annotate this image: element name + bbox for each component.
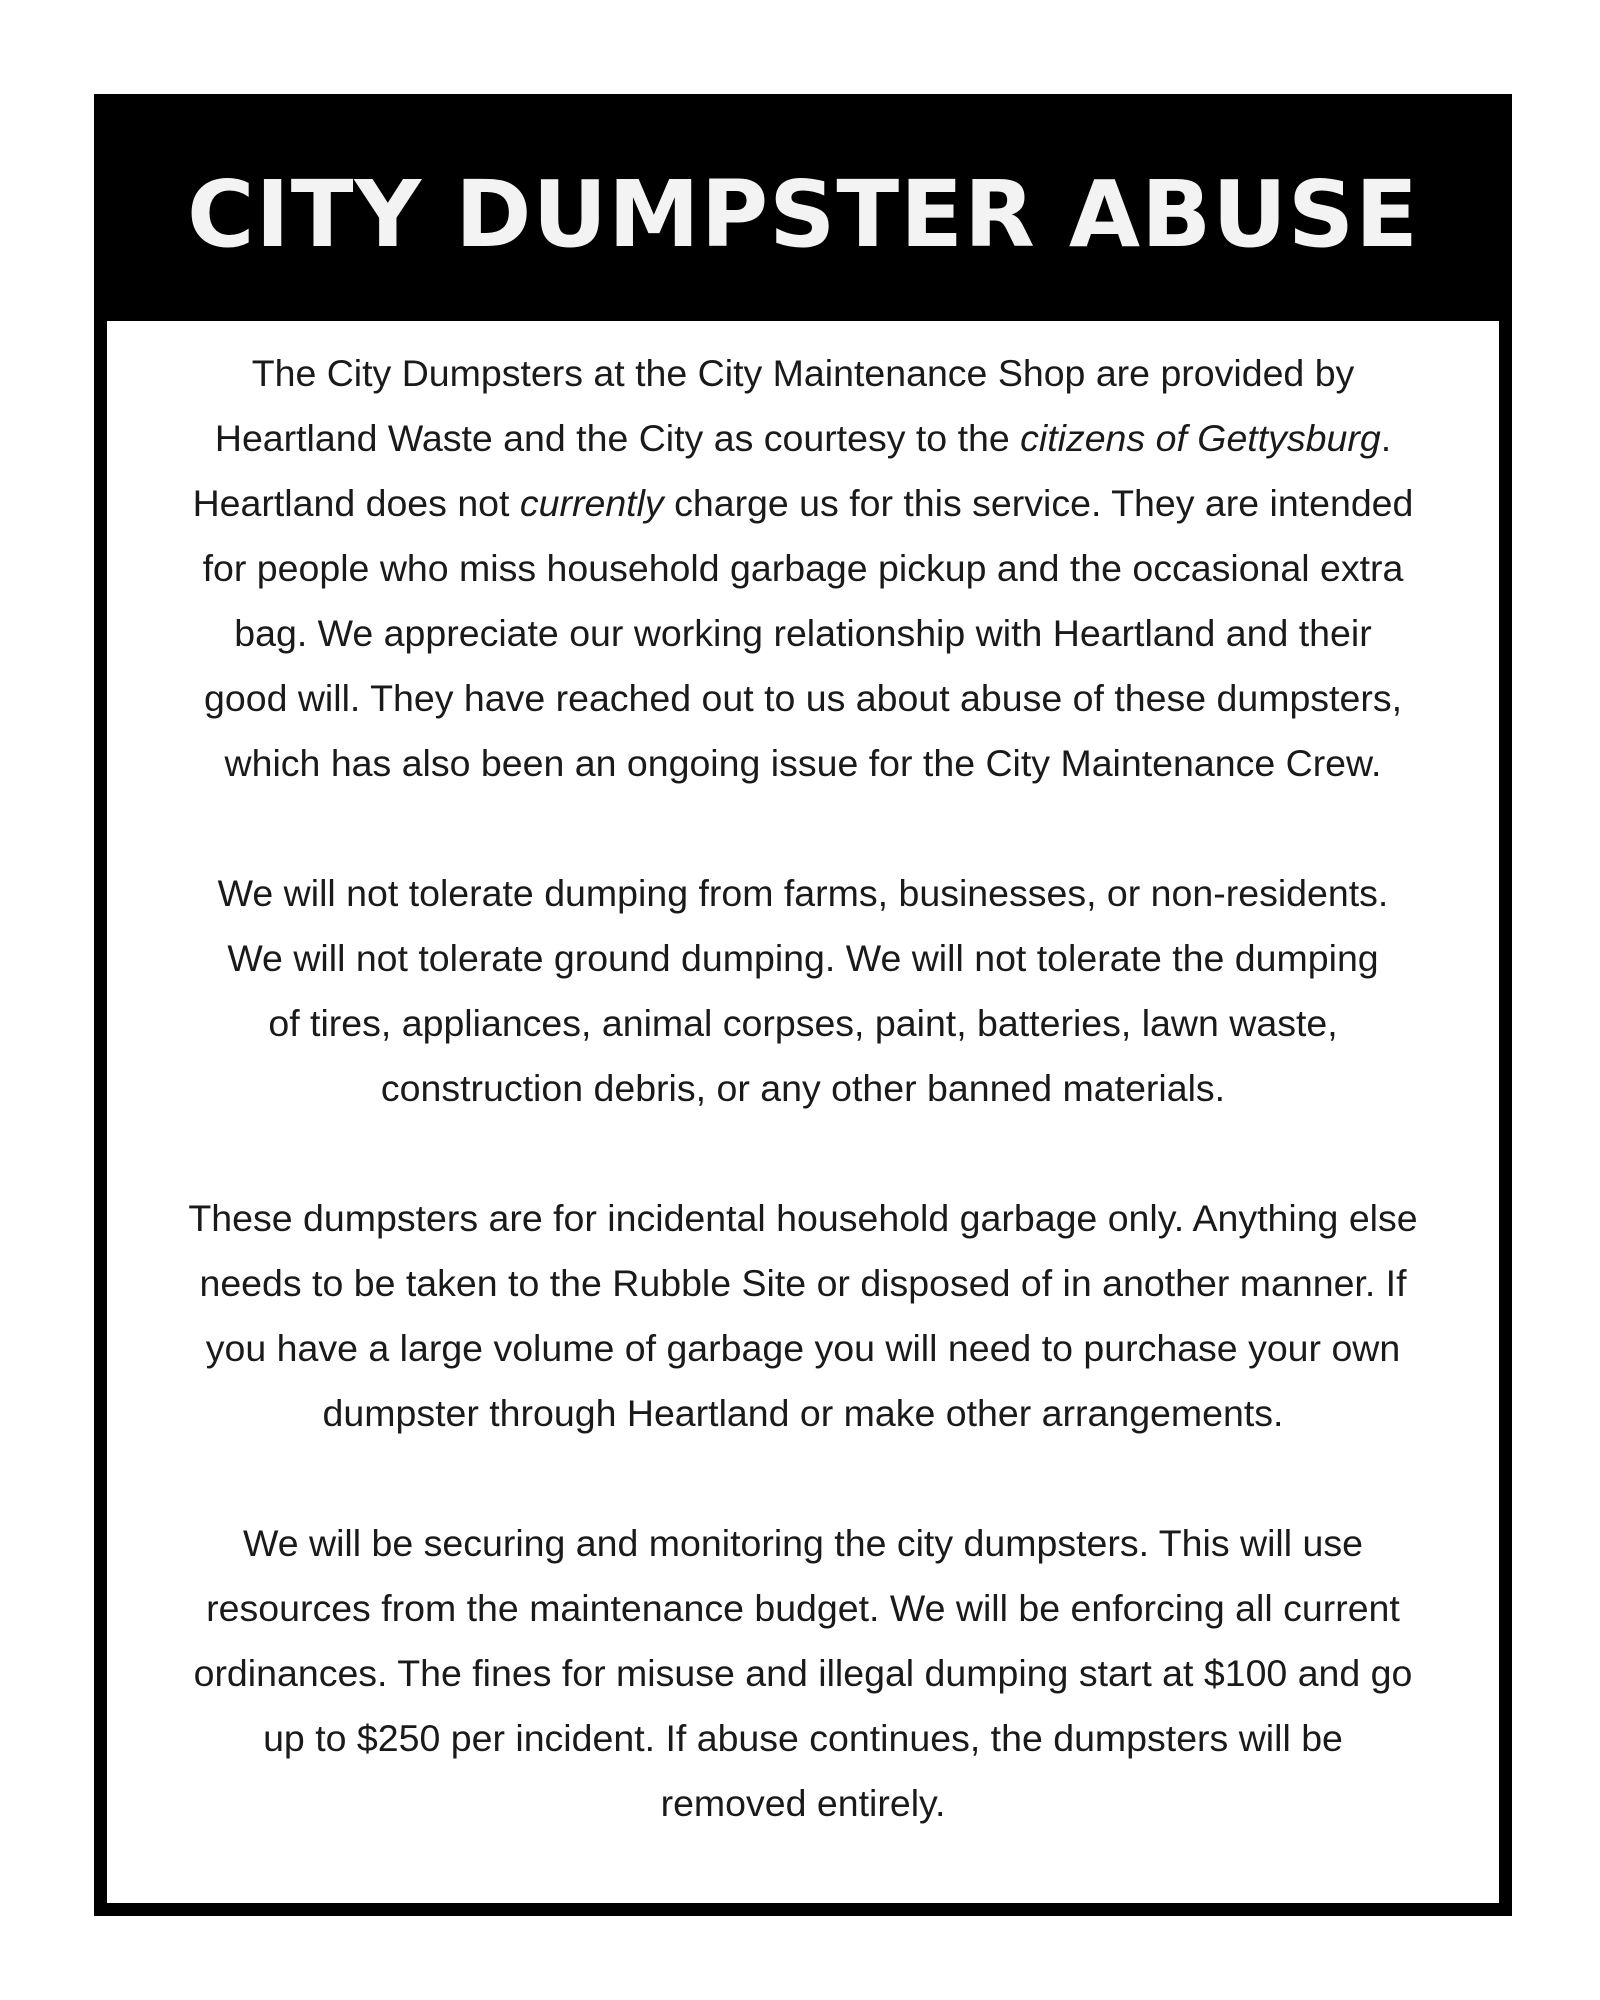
body-line: good will. They have reached out to us about abuse of these dumpsters, [204,677,1402,719]
title-banner [107,107,1499,321]
body-line: bag. We appreciate our working relationship with Heartland and their [234,612,1372,654]
body-line: ordinances. The fines for misuse and illegal dumping start at $100 and go [193,1652,1413,1694]
body-line: of tires, appliances, animal corpses, paint, batteries, lawn waste, [268,1002,1338,1044]
emphasis-text: currently [519,482,664,524]
line-text: Heartland Waste and the City as courtesy to the [214,417,1021,459]
line-text: . [1380,417,1392,459]
body-line [127,471,1479,536]
body-line: We will be securing and monitoring the city dumpsters. This will use [243,1522,1363,1564]
body-line: We will not tolerate dumping from farms, businesses, or non-residents. [217,872,1389,914]
notice-body [127,341,1479,1836]
line-text: charge us for this service. They are intended [663,482,1414,524]
notice-title: CITY DUMPSTER ABUSE [186,160,1420,268]
body-line: you have a large volume of garbage you will need to purchase your own [205,1327,1401,1369]
body-line: up to $250 per incident. If abuse continues, the dumpsters will be [263,1717,1343,1759]
body-line: which has also been an ongoing issue for the City Maintenance Crew. [224,742,1382,784]
body-line [127,406,1479,471]
paragraph-enforcement [127,1511,1479,1836]
paragraph-courtesy [127,341,1479,796]
paragraph-prohibited-dumping [127,861,1479,1121]
body-line: These dumpsters are for incidental household garbage only. Anything else [188,1197,1418,1239]
body-line: resources from the maintenance budget. We will be enforcing all current [206,1587,1400,1629]
body-line: needs to be taken to the Rubble Site or disposed of in another manner. If [199,1262,1407,1304]
line-text: Heartland does not [192,482,520,524]
body-line: dumpster through Heartland or make other arrangements. [322,1392,1284,1434]
body-line: We will not tolerate ground dumping. We will not tolerate the dumping [227,937,1379,979]
emphasis-text: citizens of Gettysburg [1020,417,1381,459]
paragraph-household-only [127,1186,1479,1446]
body-line: removed entirely. [660,1782,946,1824]
body-line: The City Dumpsters at the City Maintenance Shop are provided by [251,352,1355,394]
notice-frame [94,94,1512,1916]
body-line: for people who miss household garbage pickup and the occasional extra [202,547,1404,589]
body-line: construction debris, or any other banned materials. [380,1067,1226,1109]
